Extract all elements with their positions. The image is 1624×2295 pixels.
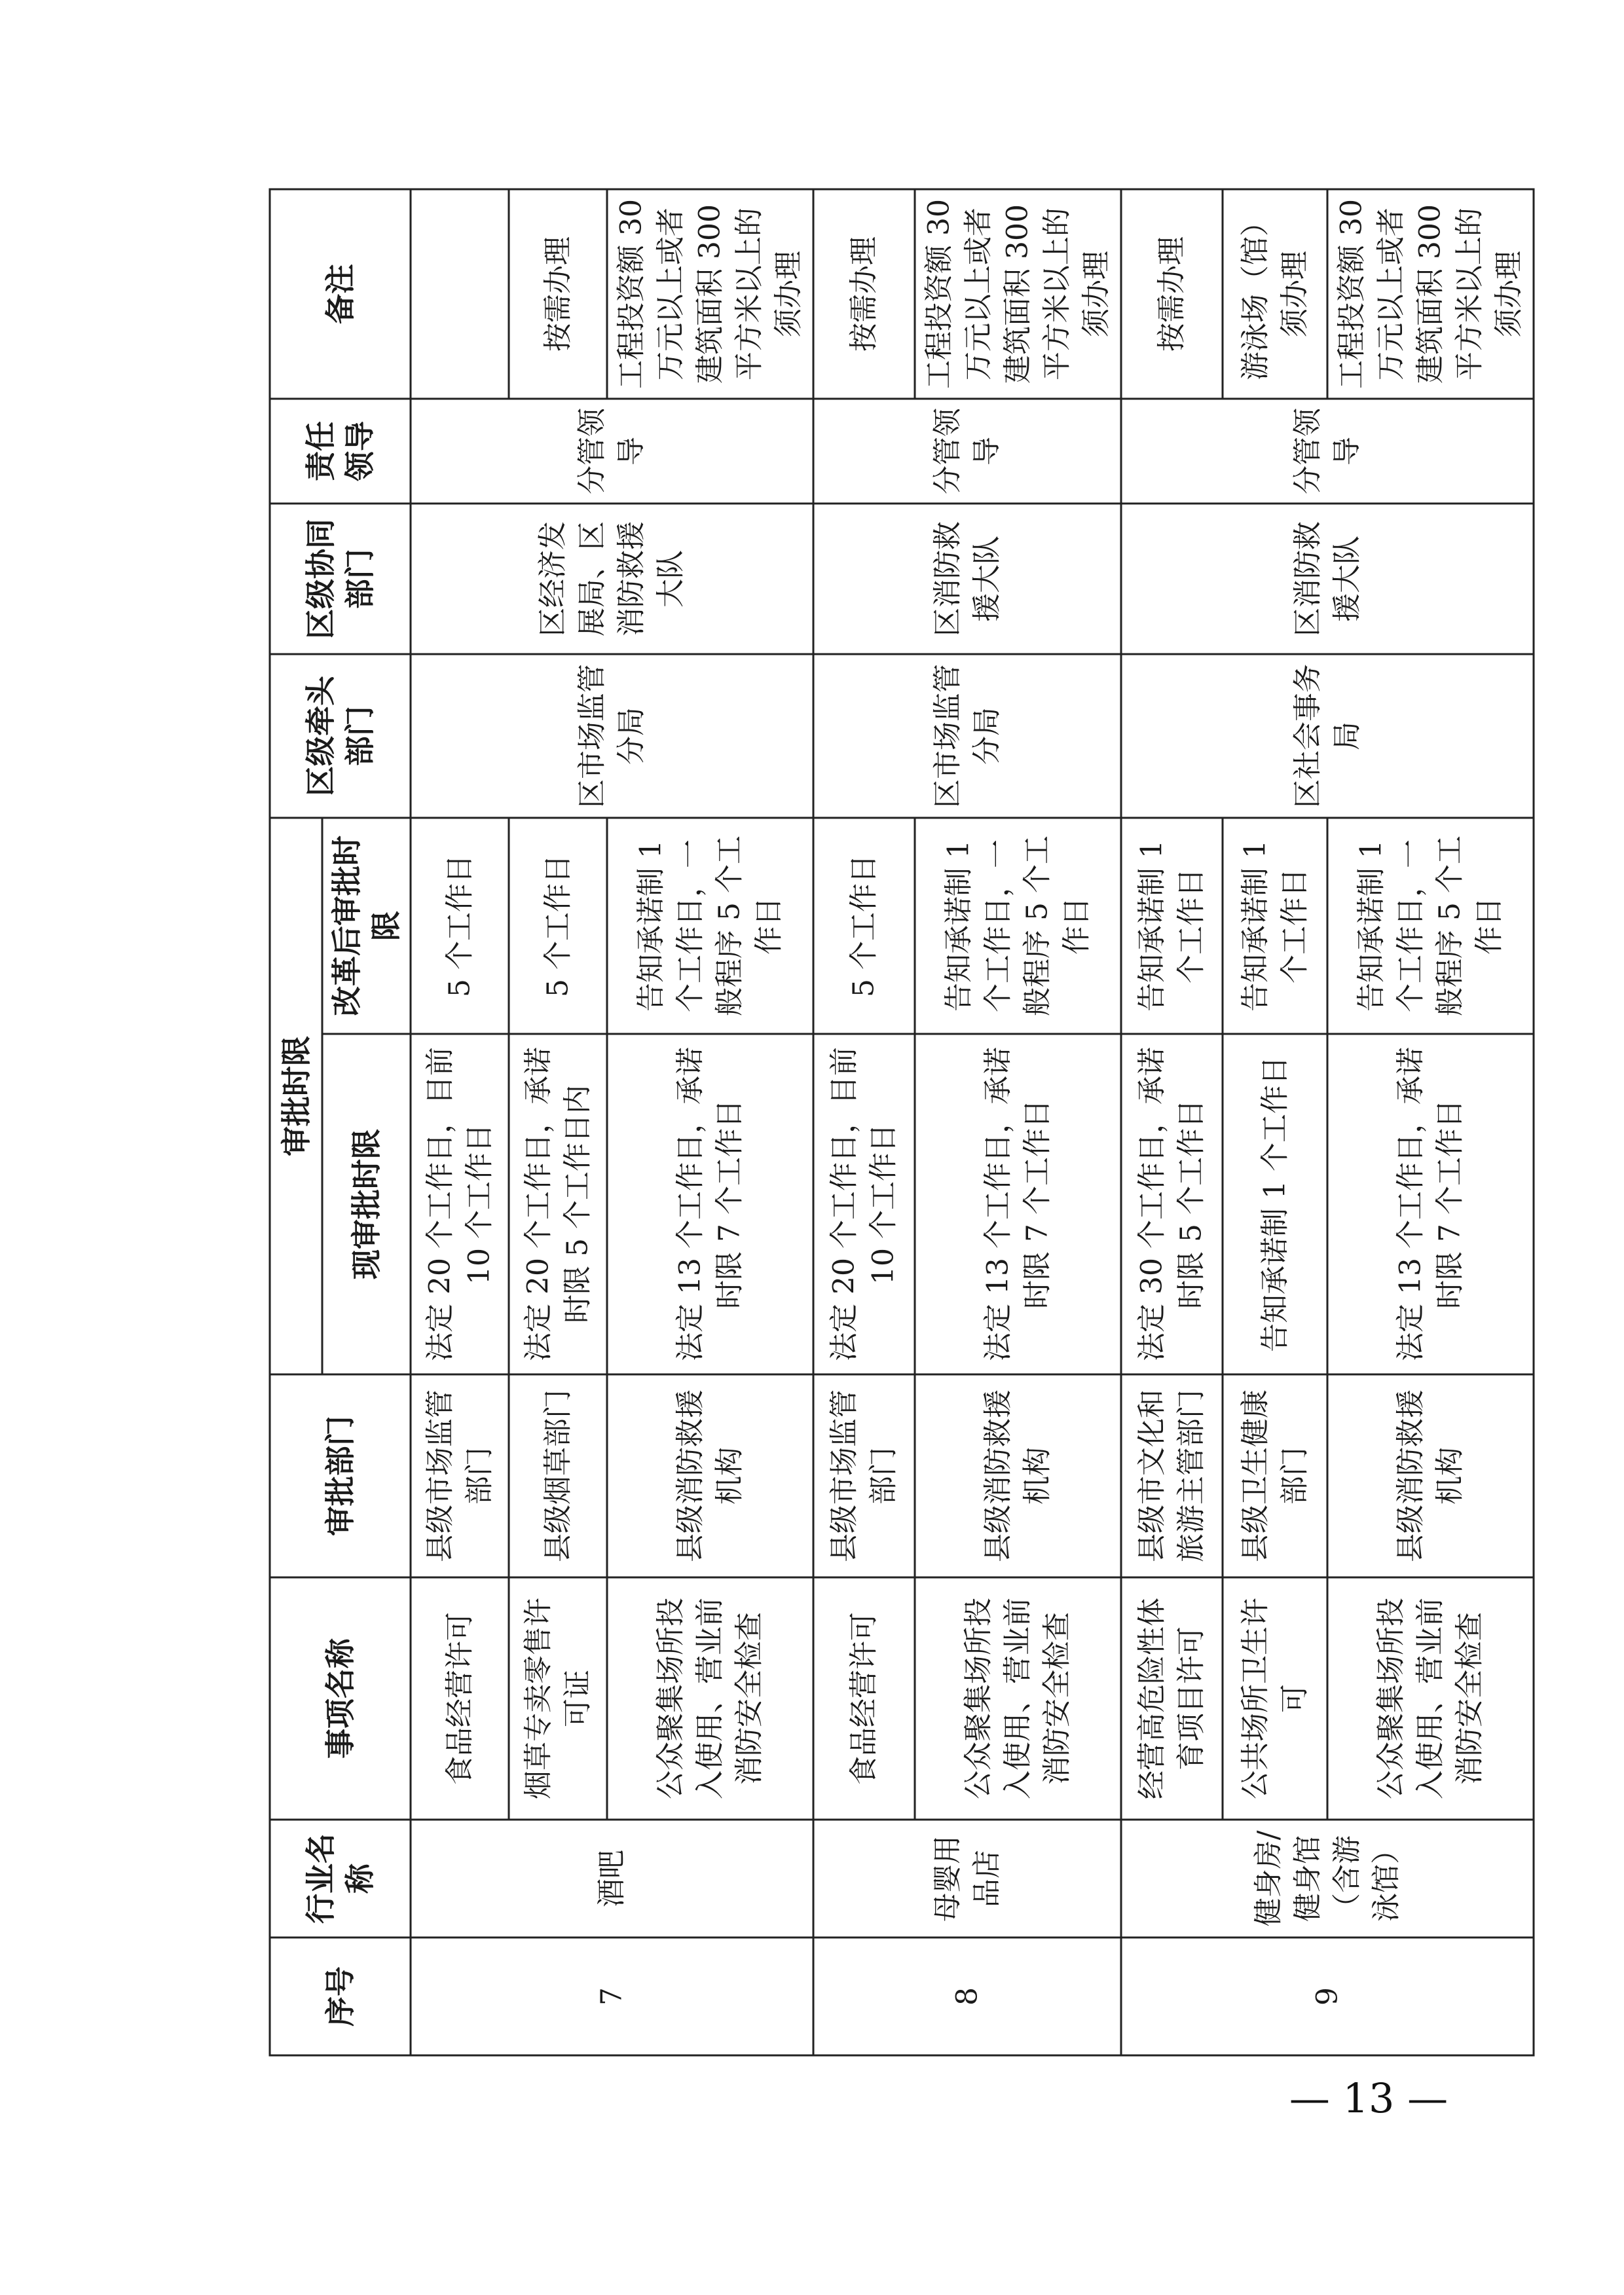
header-dept: 审批部门 xyxy=(270,1374,411,1577)
note-cell: 按需办理 xyxy=(509,189,607,399)
industry-cell: 母婴用品店 xyxy=(813,1820,1121,1937)
current-time-cell: 告知承诺制 1 个工作日 xyxy=(1223,1034,1327,1374)
industry-cell: 酒吧 xyxy=(411,1820,813,1937)
item-cell: 食品经营许可 xyxy=(411,1577,509,1820)
leader-cell: 分管领导 xyxy=(1121,399,1534,504)
current-time-cell: 法定 20 个工作日，目前 10 个工作日 xyxy=(411,1034,509,1374)
coop-dept-cell: 区消防救援大队 xyxy=(1121,504,1534,654)
header-item: 事项名称 xyxy=(270,1577,411,1820)
lead-dept-cell: 区市场监管分局 xyxy=(813,654,1121,818)
reformed-time-cell: 告知承诺制 1 个工作日，一般程序 5 个工作日 xyxy=(607,818,813,1034)
current-time-cell: 法定 13 个工作日，承诺时限 7 个工作日 xyxy=(607,1034,813,1374)
dept-cell: 县级市场监管部门 xyxy=(813,1374,915,1577)
header-coop-dept: 区级协同部门 xyxy=(270,504,411,654)
reformed-time-cell: 告知承诺制 1 个工作日，一般程序 5 个工作日 xyxy=(1327,818,1534,1034)
seq-cell: 7 xyxy=(411,1937,813,2055)
note-cell: 工程投资额 30 万元以上或者建筑面积 300 平方米以上的须办理 xyxy=(607,189,813,399)
current-time-cell: 法定 20 个工作日，承诺时限 5 个工作日内 xyxy=(509,1034,607,1374)
header-current-time: 现审批时限 xyxy=(322,1034,411,1374)
page-number: — 13 — xyxy=(1289,2074,1449,2122)
reformed-time-cell: 告知承诺制 1 个工作日，一般程序 5 个工作日 xyxy=(915,818,1121,1034)
item-cell: 食品经营许可 xyxy=(813,1577,915,1820)
item-cell: 公众聚集场所投入使用、营业前消防安全检查 xyxy=(915,1577,1121,1820)
header-seq: 序号 xyxy=(270,1937,411,2055)
seq-cell: 9 xyxy=(1121,1937,1534,2055)
dept-cell: 县级市场监管部门 xyxy=(411,1374,509,1577)
reformed-time-cell: 5 个工作日 xyxy=(813,818,915,1034)
table-row xyxy=(813,189,915,2055)
item-cell: 公众聚集场所投入使用、营业前消防安全检查 xyxy=(1327,1577,1534,1820)
reformed-time-cell: 5 个工作日 xyxy=(509,818,607,1034)
current-time-cell: 法定 20 个工作日，目前 10 个工作日 xyxy=(813,1034,915,1374)
dept-cell: 县级消防救援机构 xyxy=(607,1374,813,1577)
leader-cell: 分管领导 xyxy=(813,399,1121,504)
current-time-cell: 法定 13 个工作日，承诺时限 7 个工作日 xyxy=(1327,1034,1534,1374)
lead-dept-cell: 区社会事务局 xyxy=(1121,654,1534,818)
table-row xyxy=(411,189,509,2055)
seq-cell: 8 xyxy=(813,1937,1121,2055)
approval-table-rotated xyxy=(268,190,1525,2056)
note-cell xyxy=(411,189,509,399)
dept-cell: 县级卫生健康部门 xyxy=(1223,1374,1327,1577)
leader-cell: 分管领导 xyxy=(411,399,813,504)
note-cell: 工程投资额 30 万元以上或者建筑面积 300 平方米以上的须办理 xyxy=(915,189,1121,399)
note-cell: 按需办理 xyxy=(813,189,915,399)
dept-cell: 县级消防救援机构 xyxy=(915,1374,1121,1577)
lead-dept-cell: 区市场监管分局 xyxy=(411,654,813,818)
header-lead-dept: 区级牵头部门 xyxy=(270,654,411,818)
item-cell: 经营高危险性体育项目许可 xyxy=(1121,1577,1223,1820)
dept-cell: 县级烟草部门 xyxy=(509,1374,607,1577)
dept-cell: 县级市文化和旅游主管部门 xyxy=(1121,1374,1223,1577)
header-note: 备注 xyxy=(270,189,411,399)
coop-dept-cell: 区消防救援大队 xyxy=(813,504,1121,654)
note-cell: 游泳场（馆）须办理 xyxy=(1223,189,1327,399)
dept-cell: 县级消防救援机构 xyxy=(1327,1374,1534,1577)
industry-cell: 健身房/健身馆（含游泳馆） xyxy=(1121,1820,1534,1937)
reformed-time-cell: 5 个工作日 xyxy=(411,818,509,1034)
coop-dept-cell: 区经济发展局、区消防救援大队 xyxy=(411,504,813,654)
item-cell: 公众聚集场所投入使用、营业前消防安全检查 xyxy=(607,1577,813,1820)
item-cell: 烟草专卖零售许可证 xyxy=(509,1577,607,1820)
note-cell: 按需办理 xyxy=(1121,189,1223,399)
header-reformed-time: 改革后审批时限 xyxy=(322,818,411,1034)
reformed-time-cell: 告知承诺制 1 个工作日 xyxy=(1121,818,1223,1034)
current-time-cell: 法定 13 个工作日，承诺时限 7 个工作日 xyxy=(915,1034,1121,1374)
item-cell: 公共场所卫生许可 xyxy=(1223,1577,1327,1820)
approval-table xyxy=(268,188,1534,2056)
header-time-group: 审批时限 xyxy=(270,818,322,1374)
note-cell: 工程投资额 30 万元以上或者建筑面积 300 平方米以上的须办理 xyxy=(1327,189,1534,399)
header-industry: 行业名称 xyxy=(270,1820,411,1937)
reformed-time-cell: 告知承诺制 1 个工作日 xyxy=(1223,818,1327,1034)
current-time-cell: 法定 30 个工作日，承诺时限 5 个工作日 xyxy=(1121,1034,1223,1374)
table-row xyxy=(1121,189,1223,2055)
header-leader: 责任领导 xyxy=(270,399,411,504)
